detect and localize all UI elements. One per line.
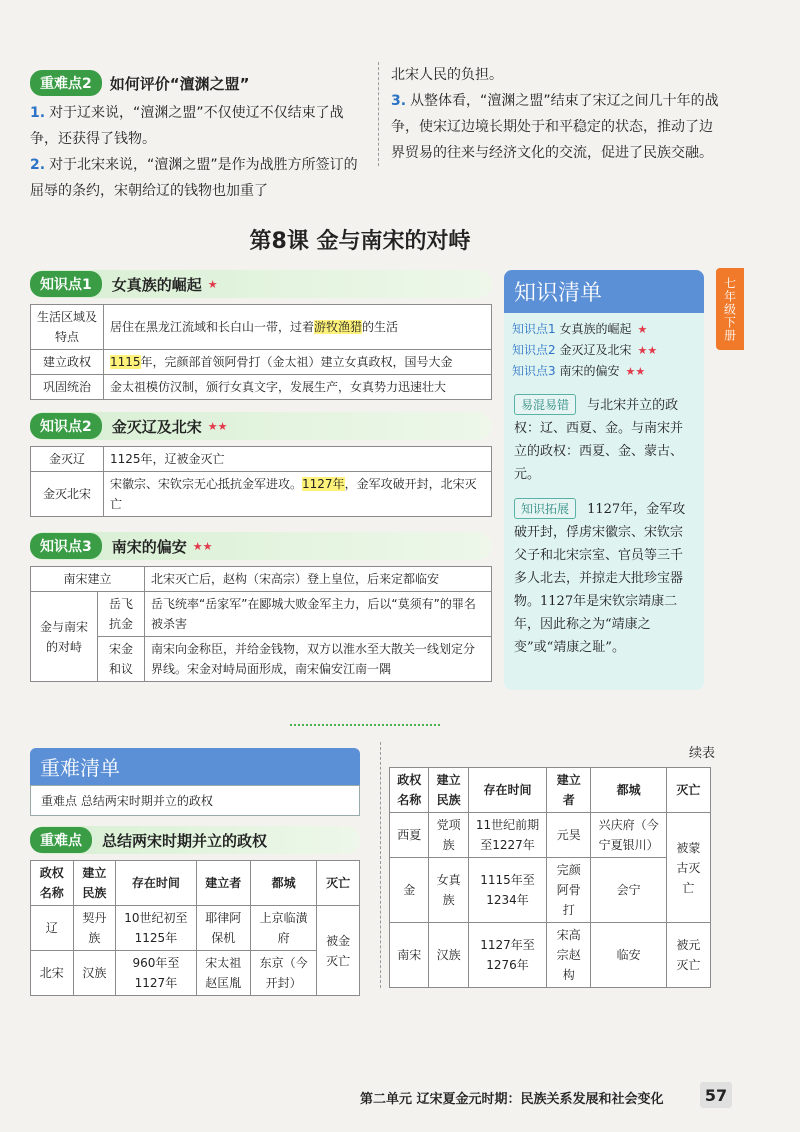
kp1-pill: 知识点1 [30, 271, 102, 297]
table-header: 建立民族 [73, 861, 116, 906]
table-row [390, 813, 711, 858]
para-number: 2. [30, 157, 46, 173]
kp1-header [30, 270, 492, 298]
bottom-header [30, 826, 360, 854]
top-title: 如何评价“澶渊之盟” [109, 74, 250, 93]
table-cell: 960年至1127年 [116, 951, 196, 996]
list-item: 重难点 总结两宋时期并立的政权 [30, 785, 360, 816]
kp3-sub2-text: 南宋向金称臣，并给金钱物，双方以淮水至大散关一线划定分界线。宋金对峙局面形成，南宋偏安江南一隅 [145, 637, 492, 682]
kp1-table [30, 304, 492, 400]
kp3-row1-label: 南宋建立 [31, 567, 145, 592]
table-header: 建立民族 [429, 768, 468, 813]
kp1-title: 女真族的崛起 [111, 275, 202, 294]
text-pre: 宋徽宗、宋钦宗无心抵抗金军进攻。 [110, 477, 303, 491]
text-post: 年，完颜部首领阿骨打（金太祖）建立女真政权，国号大金 [140, 355, 453, 369]
knowledge-list-title: 知识清单 [504, 270, 704, 313]
table-cell-fall: 被金灭亡 [317, 906, 360, 996]
kp3-title: 南宋的偏安 [111, 537, 187, 556]
knowledge-list-item [512, 319, 696, 340]
kp1 [30, 270, 492, 400]
kp3-sub1-text: 岳飞统率“岳家军”在郾城大败金军主力，后以“莫须有”的罪名被杀害 [145, 592, 492, 637]
para-number: 3. [391, 93, 407, 109]
kp2-header [30, 412, 492, 440]
table-cell: 西夏 [390, 813, 429, 858]
kp1-row-label: 生活区域及特点 [31, 305, 104, 350]
bottom-pill: 重难点 [30, 827, 92, 853]
knowledge-list-item [512, 361, 696, 382]
kp3-row1-text: 北宋灭亡后，赵构（宋高宗）登上皇位，后来定都临安 [145, 567, 492, 592]
page-number: 57 [700, 1082, 732, 1108]
table-cell: 女真族 [429, 858, 468, 923]
table-header: 建立者 [547, 768, 591, 813]
kp3-stars: ★★ [192, 539, 213, 553]
kp2 [30, 412, 492, 517]
table-cell: 宋高宗赵构 [547, 923, 591, 988]
ext-tag: 知识拓展 [514, 498, 576, 519]
kp2-pill: 知识点2 [30, 413, 102, 439]
top-left-para [30, 100, 360, 152]
kp3-row-1 [31, 567, 492, 592]
table-cell: 临安 [591, 923, 666, 988]
kp3-sub1-label: 岳飞抗金 [98, 592, 145, 637]
kp1-row-label: 巩固统治 [31, 375, 104, 400]
table-cell: 1127年至1276年 [468, 923, 546, 988]
kp1-row-text [104, 350, 492, 375]
bottom-left [30, 748, 360, 996]
knowledge-list [504, 313, 704, 388]
table-header: 都城 [591, 768, 666, 813]
table-header: 存在时间 [116, 861, 196, 906]
kp1-row [31, 305, 492, 350]
table-cell: 汉族 [429, 923, 468, 988]
kp2-row-text [104, 472, 492, 517]
text-highlight: 1127年 [302, 477, 345, 491]
top-title-row [30, 70, 360, 96]
kp2-row [31, 447, 492, 472]
top-right-para [391, 62, 721, 88]
bottom-title: 总结两宋时期并立的政权 [102, 831, 268, 850]
table-cell-fall: 被蒙古灭亡 [666, 813, 710, 923]
kp2-row-text [104, 447, 492, 472]
kp3-header [30, 532, 492, 560]
table-cell: 耶律阿保机 [196, 906, 250, 951]
lesson-title: 第8课 金与南宋的对峙 [249, 229, 471, 254]
text-post: ，金军攻破开封，北宋灭亡 [110, 477, 477, 511]
para-text: 对于北宋来说，“澶渊之盟”是作为战胜方所签订的屈辱的条约，宋朝给辽的钱物也加重了 [30, 157, 358, 199]
kp3-row-3 [31, 637, 492, 682]
kl-label: 南宋的偏安 [559, 364, 620, 378]
top-right [378, 62, 721, 166]
table-row [31, 906, 360, 951]
table-cell: 契丹族 [73, 906, 116, 951]
right-regime-table [389, 767, 711, 988]
kl-stars: ★★ [625, 365, 646, 378]
table-cell: 宋太祖赵匡胤 [196, 951, 250, 996]
kl-stars: ★★ [637, 344, 658, 357]
para-text: 北宋人民的负担。 [391, 67, 503, 83]
kp3 [30, 532, 492, 682]
para-text: 对于辽来说，“澶渊之盟”不仅使辽不仅结束了战争，还获得了钱物。 [30, 105, 344, 147]
table-cell: 11世纪前期至1227年 [468, 813, 546, 858]
kp2-row-label: 金灭辽 [31, 447, 104, 472]
table-row [390, 858, 711, 923]
ext-box [504, 492, 704, 665]
easy-text: 与北宋并立的政权：辽、西夏、金。与南宋并立的政权：西夏、金、蒙古、元。 [514, 398, 684, 482]
top-right-para [391, 88, 721, 166]
kl-num: 知识点1 [512, 322, 560, 336]
ext-text: 1127年，金军攻破开封，俘虏宋徽宗、宋钦宗父子和北宋宗室、官员等三千多人北去，并掠走大批珍宝器物。1127年是宋钦宗靖康二年，因此称之为“靖康之变”或“靖康之耻”。 [514, 502, 686, 655]
kp2-stars: ★★ [207, 419, 228, 433]
kp2-title: 金灭辽及北宋 [111, 417, 202, 436]
kl-num: 知识点2 [512, 343, 560, 357]
table-header: 存在时间 [468, 768, 546, 813]
table-cell-fall: 被元灭亡 [666, 923, 710, 988]
kp1-stars: ★ [207, 277, 218, 291]
text-pre: 金太祖模仿汉制，颁行女真文字，发展生产，女真势力迅速壮大 [110, 380, 447, 394]
para-number: 1. [30, 105, 46, 121]
kp3-pill: 知识点3 [30, 533, 102, 559]
kp3-row-2 [31, 592, 492, 637]
table-cell: 元昊 [547, 813, 591, 858]
table-cell: 上京临潢府 [250, 906, 316, 951]
kp1-row [31, 375, 492, 400]
kp1-row-text [104, 375, 492, 400]
knowledge-panel [504, 270, 704, 690]
text-highlight: 游牧渔猎 [314, 320, 363, 334]
table-header: 灭亡 [666, 768, 710, 813]
kp2-row-label: 金灭北宋 [31, 472, 104, 517]
bottom-right [380, 742, 715, 988]
table-cell: 东京（今开封） [250, 951, 316, 996]
kp2-row [31, 472, 492, 517]
kp3-group-label: 金与南宋的对峙 [31, 592, 98, 682]
kp1-row-label: 建立政权 [31, 350, 104, 375]
easy-box [504, 388, 704, 492]
text-post: 的生活 [362, 320, 399, 334]
table-header: 都城 [250, 861, 316, 906]
kp3-sub2-label: 宋金和议 [98, 637, 145, 682]
knowledge-list-item [512, 340, 696, 361]
table-cell: 金 [390, 858, 429, 923]
table-cell: 会宁 [591, 858, 666, 923]
side-tab: 七年级下册 [716, 268, 744, 350]
kp1-row-text [104, 305, 492, 350]
top-left [30, 70, 360, 204]
kl-label: 女真族的崛起 [559, 322, 632, 336]
text-pre: 居住在黑龙江流域和长白山一带，过着 [110, 320, 315, 334]
table-header: 建立者 [196, 861, 250, 906]
table-header: 政权名称 [390, 768, 429, 813]
table-cell: 完颜阿骨打 [547, 858, 591, 923]
table-header: 灭亡 [317, 861, 360, 906]
left-regime-table [30, 860, 360, 996]
table-cell: 1115年至1234年 [468, 858, 546, 923]
kp3-table [30, 566, 492, 682]
text-pre: 1125年，辽被金灭亡 [110, 452, 225, 466]
table-cell: 汉族 [73, 951, 116, 996]
continued-label: 续表 [688, 746, 715, 761]
table-cell: 北宋 [31, 951, 74, 996]
top-pill: 重难点2 [30, 70, 102, 96]
table-cell: 党项族 [429, 813, 468, 858]
list-title: 重难清单 [30, 748, 360, 785]
easy-tag: 易混易错 [514, 394, 576, 415]
footer-text: 第二单元 辽宋夏金元时期：民族关系发展和社会变化 [360, 1092, 664, 1107]
table-header: 政权名称 [31, 861, 74, 906]
table-cell: 10世纪初至1125年 [116, 906, 196, 951]
top-left-para [30, 152, 360, 204]
table-cell: 兴庆府（今宁夏银川） [591, 813, 666, 858]
table-cell: 南宋 [390, 923, 429, 988]
section-divider [290, 724, 440, 726]
kp2-table [30, 446, 492, 517]
para-text: 从整体看，“澶渊之盟”结束了宋辽之间几十年的战争，使宋辽边境长期处于和平稳定的状态，推动了边界贸易的往来与经济文化的交流，促进了民族交融。 [391, 93, 719, 161]
table-row [31, 951, 360, 996]
kl-label: 金灭辽及北宋 [559, 343, 632, 357]
kl-stars: ★ [637, 323, 648, 336]
table-cell: 辽 [31, 906, 74, 951]
text-highlight: 1115 [110, 355, 141, 369]
kl-num: 知识点3 [512, 364, 560, 378]
table-row [390, 923, 711, 988]
kp1-row [31, 350, 492, 375]
